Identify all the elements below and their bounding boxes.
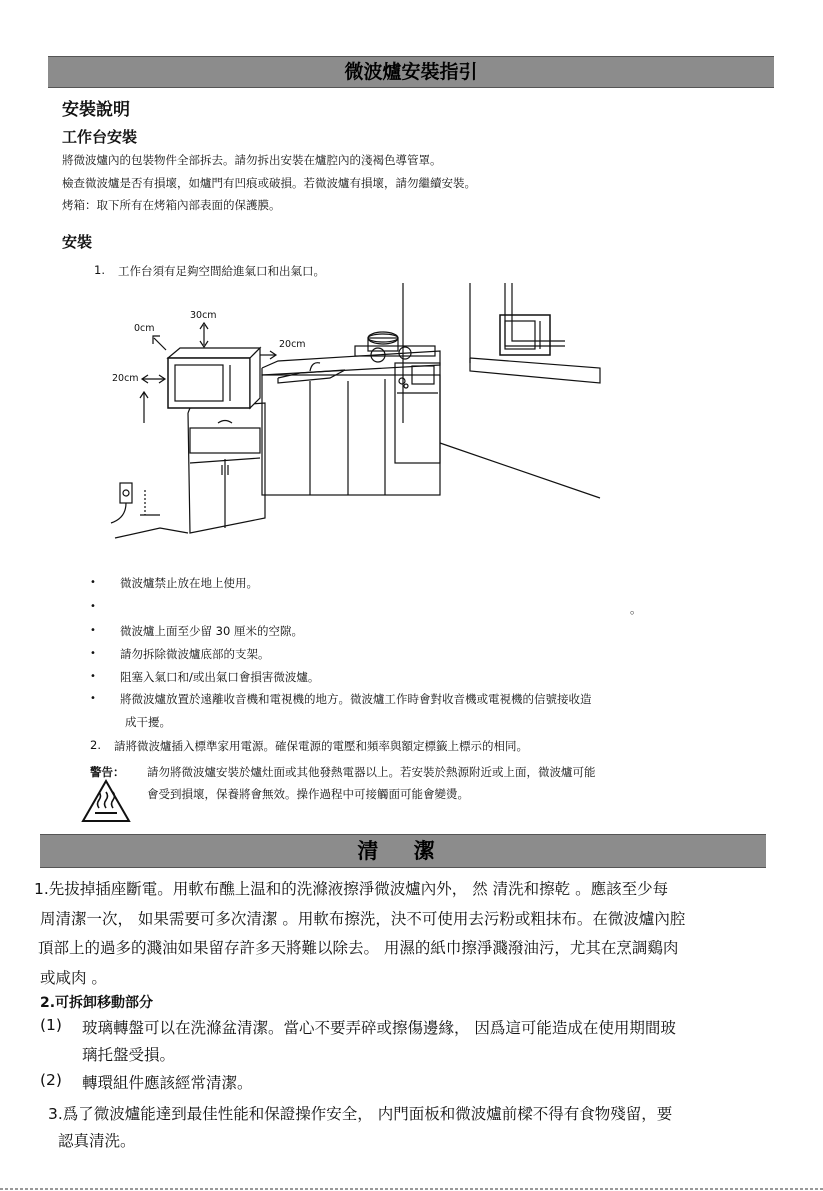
clearance-back-label: 0cm xyxy=(134,323,155,334)
bullet-text-5: 阻塞入氣口和/或出氣口會損害微波爐。 xyxy=(120,670,320,684)
cleaning-p2-item-2-line-1: 轉環組件應該經常清潔。 xyxy=(82,1074,253,1092)
bullet-text-6-continued: 成干擾。 xyxy=(125,715,171,729)
warning-line-2: 會受到損壞，保養將會無效。操作過程中可接觸面可能會變燙。 xyxy=(147,787,469,801)
clearance-left-label: 20cm xyxy=(112,373,139,384)
bullet-text-4: 請勿拆除微波爐底部的支架。 xyxy=(120,647,270,661)
cleaning-title: 清 潔 xyxy=(357,839,449,863)
bullet-marker: • xyxy=(90,577,96,588)
install-instructions-heading: 安裝說明 xyxy=(62,100,130,120)
cleaning-p2-item-1-line-2: 璃托盤受損。 xyxy=(82,1046,176,1064)
cleaning-p1-line-3: 頂部上的過多的濺油如果留存許多天將難以除去。 用濕的紙巾擦淨濺潑油污，尤其在烹調鷄肉 xyxy=(38,939,679,957)
cleaning-p2-item-1-number: (1) xyxy=(40,1016,62,1034)
cleaning-p2-item-2-number: (2) xyxy=(40,1071,62,1089)
step1-number: 1. xyxy=(94,263,105,277)
bullet-text-2: 。 xyxy=(630,602,642,616)
hot-surface-warning-icon xyxy=(80,778,132,824)
bullet-marker: • xyxy=(90,671,96,682)
step1-text: 工作台須有足夠空間給進氣口和出氣口。 xyxy=(118,264,325,278)
bullet-text-6: 將微波爐放置於遠離收音機和電視機的地方。微波爐工作時會對收音機或電視機的信號接收造 xyxy=(120,692,592,706)
step2-text: 請將微波爐插入標準家用電源。確保電源的電壓和頻率與額定標籤上標示的相同。 xyxy=(114,739,528,753)
clearance-right-label: 20cm xyxy=(279,339,306,350)
cleaning-p3-line-2: 認真清洗。 xyxy=(58,1132,136,1150)
cleaning-p1-line-1: 1.先拔掉插座斷電。用軟布醮上温和的洗滌液擦淨微波爐內外， 然 清洗和擦乾 。應該至少每 xyxy=(34,880,669,898)
bullet-marker: • xyxy=(90,693,96,704)
bullet-marker: • xyxy=(90,601,96,612)
step2-number: 2. xyxy=(90,738,101,752)
cleaning-p1-line-4: 或咸肉 。 xyxy=(40,969,107,987)
bullet-text-1: 微波爐禁止放在地上使用。 xyxy=(120,576,258,590)
clearance-top-label: 30cm xyxy=(190,310,217,321)
workbench-heading: 工作台安裝 xyxy=(62,128,138,146)
bullet-marker: • xyxy=(90,625,96,636)
warning-label: 警告： xyxy=(90,765,125,779)
cleaning-p3-line-1: 3.爲了微波爐能達到最佳性能和保證操作安全， 内門面板和微波爐前樑不得有食物殘留，要 xyxy=(48,1105,673,1123)
page-title: 微波爐安裝指引 xyxy=(344,61,478,83)
cleaning-title-bar xyxy=(40,834,766,868)
workbench-line-3: 烤箱：取下所有在烤箱內部表面的保護膜。 xyxy=(62,198,281,212)
page-bottom-dashed-border xyxy=(0,1187,823,1191)
cleaning-p1-line-2: 周清潔一次， 如果需要可多次清潔 。用軟布擦洗，決不可使用去污粉或粗抹布。在微波爐內腔 xyxy=(40,910,686,928)
cleaning-p2-item-1-line-1: 玻璃轉盤可以在洗滌盆清潔。當心不要弄碎或擦傷邊緣， 因爲這可能造成在使用期間玻 xyxy=(82,1019,676,1037)
bullet-text-3: 微波爐上面至少留 30 厘米的空隙。 xyxy=(120,624,303,638)
cleaning-p2-heading: 2.可拆卸移動部分 xyxy=(40,995,154,1011)
kitchen-installation-illustration xyxy=(100,283,640,553)
install-heading: 安裝 xyxy=(62,233,93,251)
workbench-line-1: 將微波爐內的包裝物件全部拆去。請勿拆出安裝在爐腔內的淺褐色導管罩。 xyxy=(62,153,442,167)
workbench-line-2: 檢查微波爐是否有損壞，如爐門有凹痕或破損。若微波爐有損壞，請勿繼續安裝。 xyxy=(62,176,476,190)
page-title-bar xyxy=(48,56,774,88)
bullet-marker: • xyxy=(90,648,96,659)
warning-line-1: 請勿將微波爐安裝於爐灶面或其他發熱電器以上。若安裝於熱源附近或上面，微波爐可能 xyxy=(147,765,596,779)
